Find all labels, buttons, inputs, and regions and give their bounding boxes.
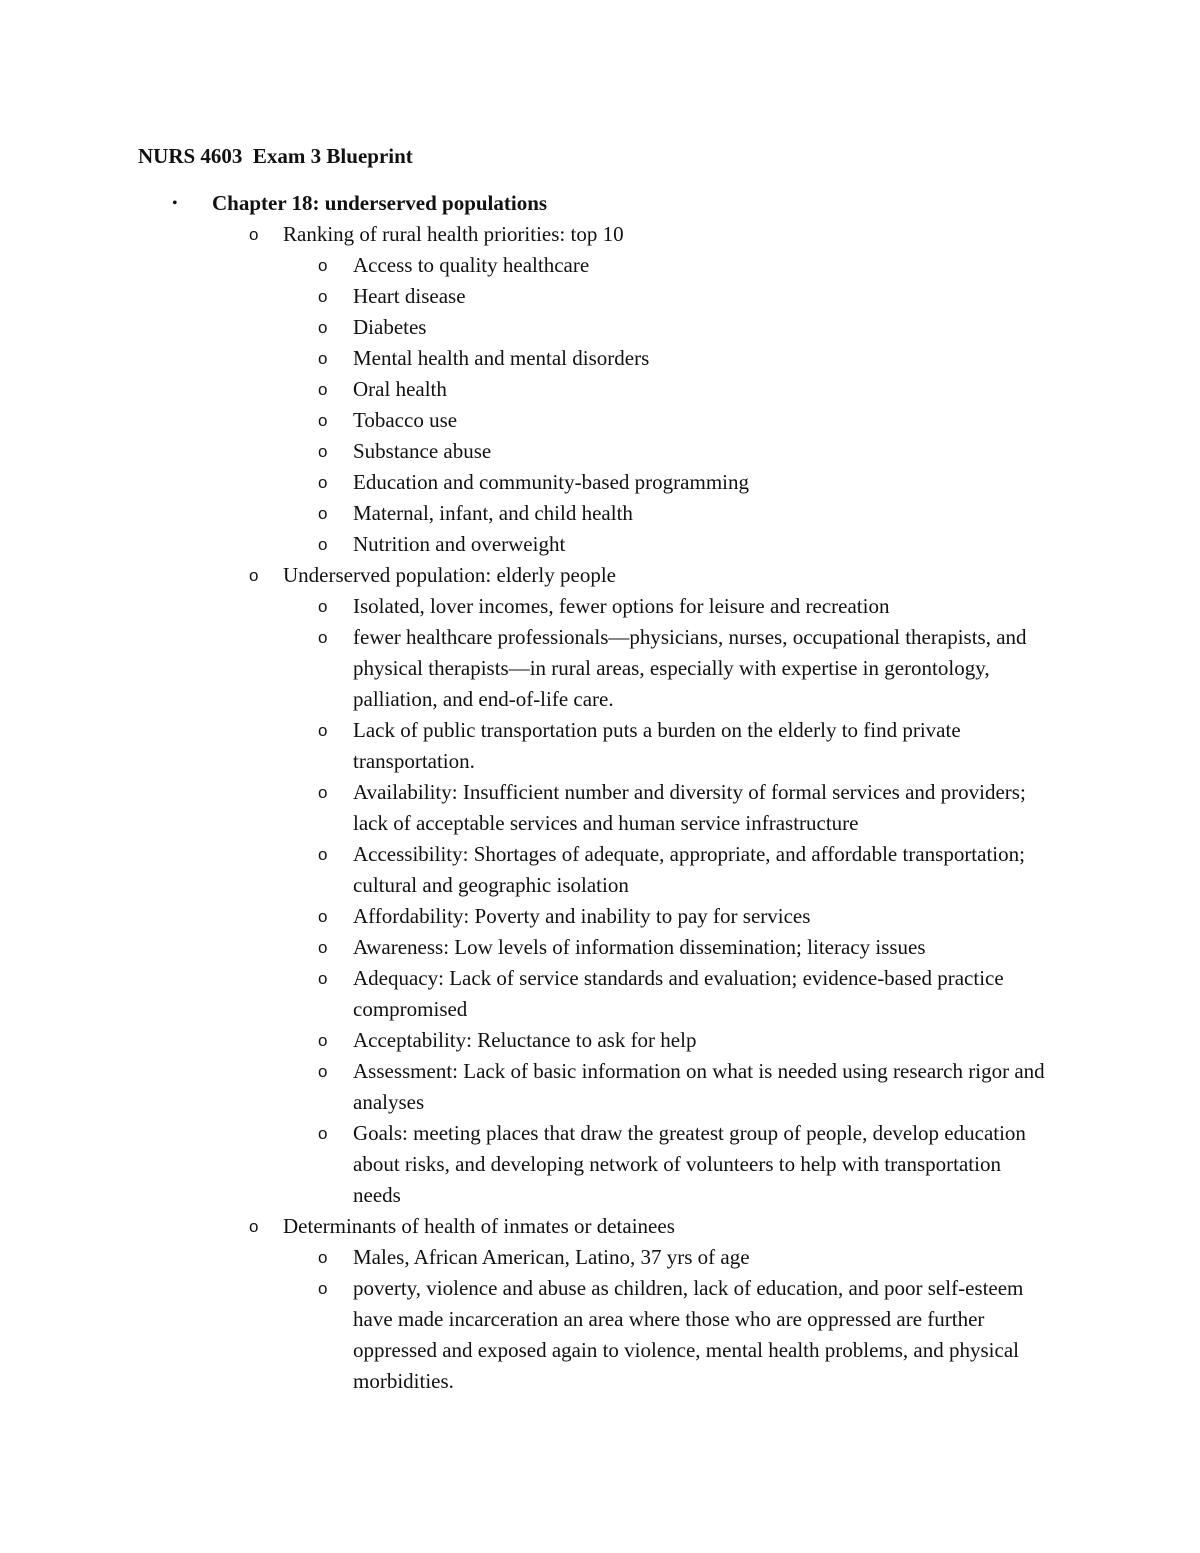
list-item-text: Affordability: Poverty and inability to pay for services: [353, 904, 811, 928]
list-item-text: Lack of public transportation puts a burden on the elderly to find private transportation.: [353, 718, 961, 773]
list-item: [0, 1273, 1053, 1397]
list-item-text: Mental health and mental disorders: [353, 346, 650, 370]
list-item: [0, 932, 1053, 963]
sub-bullet-marker: o: [249, 566, 259, 585]
sub-bullet-marker: o: [318, 504, 328, 523]
section-label: Determinants of health of inmates or detainees: [283, 1214, 675, 1238]
list-item-text: poverty, violence and abuse as children, lack of education, and poor self-esteem have made incarceration an area where those who are oppressed are further oppressed and exposed again to violence, mental health problems, and physical morbidities.: [353, 1276, 1024, 1393]
section-label: Underserved population: elderly people: [283, 563, 616, 587]
list-item: [0, 529, 1053, 560]
sub-bullet-marker: o: [318, 783, 328, 802]
list-item: [0, 467, 1053, 498]
list-item: [0, 1025, 1053, 1056]
list-item-text: Oral health: [353, 377, 447, 401]
sub-bullet-marker: o: [318, 628, 328, 647]
sub-bullet-marker: o: [318, 287, 328, 306]
chapter-sections: [0, 219, 1200, 1397]
sub-bullet-marker: o: [318, 256, 328, 275]
sub-bullet-marker: o: [318, 1062, 328, 1081]
list-item-text: Diabetes: [353, 315, 427, 339]
list-item-text: Isolated, lover incomes, fewer options for leisure and recreation: [353, 594, 890, 618]
list-item: [0, 715, 1053, 777]
list-item-text: Access to quality healthcare: [353, 253, 590, 277]
sub-bullet-marker: o: [318, 442, 328, 461]
list-item: [0, 1242, 1053, 1273]
sub-bullet-marker: o: [318, 845, 328, 864]
sub-bullet-marker: o: [318, 535, 328, 554]
list-item: [0, 498, 1053, 529]
list-item: [0, 777, 1053, 839]
section-row: [0, 219, 1200, 250]
list-item-text: Availability: Insufficient number and diversity of formal services and providers; lack of acceptable services and human service infrastructure: [353, 780, 1026, 835]
list-item: [0, 436, 1053, 467]
page-title: NURS 4603 Exam 3 Blueprint: [138, 144, 413, 168]
sub-bullet-marker: o: [318, 1124, 328, 1143]
sub-bullet-marker: o: [318, 1031, 328, 1050]
sub-bullet-marker: o: [318, 597, 328, 616]
list-item: [0, 405, 1053, 436]
list-item: [0, 622, 1053, 715]
list-item-text: Awareness: Low levels of information dissemination; literacy issues: [353, 935, 926, 959]
list-item: [0, 250, 1053, 281]
sub-bullet-marker: o: [318, 1248, 328, 1267]
section-row: [0, 1211, 1200, 1242]
bullet-marker: •: [172, 195, 178, 212]
sub-bullet-marker: o: [318, 721, 328, 740]
list-item-text: Education and community-based programming: [353, 470, 749, 494]
list-item-text: Acceptability: Reluctance to ask for help: [353, 1028, 697, 1052]
list-item: [0, 312, 1053, 343]
sub-bullet-marker: o: [318, 938, 328, 957]
list-item-text: Goals: meeting places that draw the greatest group of people, develop education about risks, and developing network of volunteers to help with transportation needs: [353, 1121, 1026, 1207]
sub-bullet-marker: o: [318, 1279, 328, 1298]
list-item: [0, 963, 1053, 1025]
sub-bullet-marker: o: [318, 473, 328, 492]
sub-bullet-marker: o: [318, 907, 328, 926]
outline: [0, 188, 1200, 1397]
sub-bullet-marker: o: [318, 318, 328, 337]
chapter-heading-row: [0, 188, 1200, 219]
list-item: [0, 343, 1053, 374]
list-item: [0, 839, 1053, 901]
list-item-text: fewer healthcare professionals—physicians, nurses, occupational therapists, and physical therapists—in rural areas, especially with expertise in gerontology, palliation, and end-of-life care.: [353, 625, 1027, 711]
list-item-text: Nutrition and overweight: [353, 532, 566, 556]
sub-bullet-marker: o: [318, 380, 328, 399]
list-item: [0, 591, 1053, 622]
list-item-text: Adequacy: Lack of service standards and evaluation; evidence-based practice compromised: [353, 966, 1004, 1021]
sub-bullet-marker: o: [318, 411, 328, 430]
section-label: Ranking of rural health priorities: top 10: [283, 222, 624, 246]
list-item: [0, 1118, 1053, 1211]
sub-bullet-marker: o: [318, 349, 328, 368]
sub-bullet-marker: o: [318, 969, 328, 988]
list-item-text: Maternal, infant, and child health: [353, 501, 633, 525]
list-item-text: Accessibility: Shortages of adequate, appropriate, and affordable transportation; cultural and geographic isolation: [353, 842, 1025, 897]
section-row: [0, 560, 1200, 591]
list-item: [0, 1056, 1053, 1118]
list-item: [0, 281, 1053, 312]
list-item: [0, 901, 1053, 932]
list-item: [0, 374, 1053, 405]
list-item-text: Heart disease: [353, 284, 466, 308]
list-item-text: Males, African American, Latino, 37 yrs of age: [353, 1245, 750, 1269]
chapter-heading: Chapter 18: underserved populations: [212, 191, 548, 215]
list-item-text: Assessment: Lack of basic information on what is needed using research rigor and analyses: [353, 1059, 1045, 1114]
list-item-text: Tobacco use: [353, 408, 458, 432]
list-item-text: Substance abuse: [353, 439, 492, 463]
sub-bullet-marker: o: [249, 1217, 259, 1236]
sub-bullet-marker: o: [249, 225, 259, 244]
